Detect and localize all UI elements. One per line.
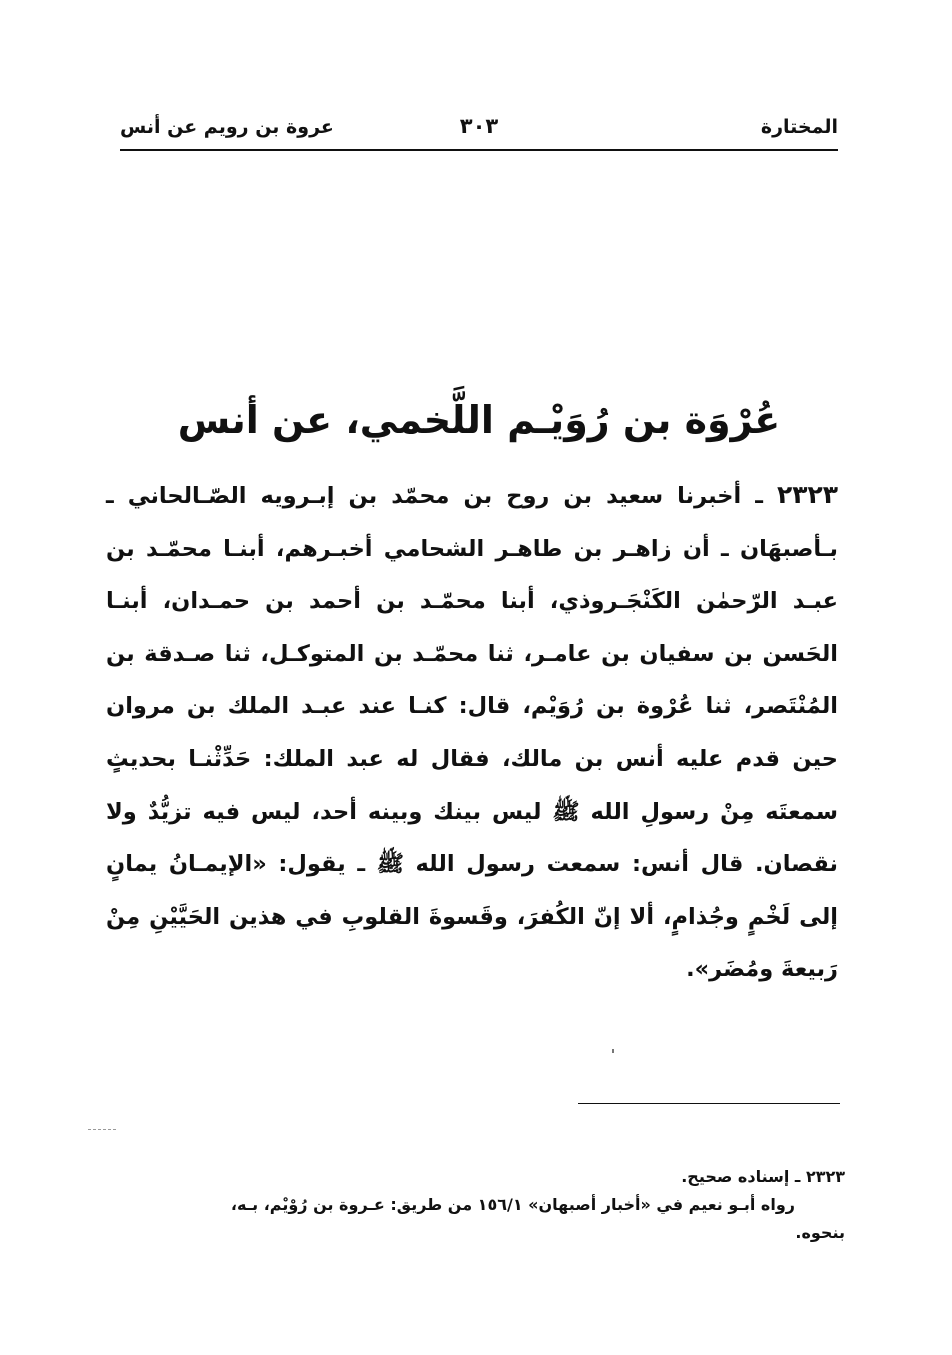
running-header [120, 112, 838, 146]
scan-artifact [88, 1129, 116, 1130]
footnote-ref-number: ٢٣٢٣ [805, 1167, 845, 1186]
footnote-rule [578, 1103, 840, 1104]
book-title: المختارة [760, 116, 838, 138]
footnote-continuation: بنحوه. [795, 1223, 845, 1242]
page-number: ٣٠٣ [459, 114, 499, 138]
footnote-line [110, 1163, 845, 1191]
chapter-title: عروة بن رويم عن أنس [120, 116, 334, 138]
hadith-paragraph [106, 469, 838, 996]
footnote-source: رواه أبـو نعيم في «أخبار أصبهان» ١٥٦/١ من طريق: عـروة بن رُوْيْم، بـه، [230, 1195, 795, 1214]
hadith-number: ٢٣٢٣ [776, 480, 839, 509]
footnote-grading: ـ إسناده صحيح. [681, 1167, 801, 1186]
section-title: عُرْوَة بن رُوَيْـم اللَّخمي، عن أنس [177, 398, 781, 442]
footnotes [110, 1163, 845, 1247]
hadith-text: ـ أخبرنا سعيد بن روح بن محمّد بن إبـرويه الصّـالحاني ـ بـأصبهَان ـ أن زاهـر بن طاهـر الشحامي أخبـرهم، أبنـا محمّـد بن عبـد الرّحمٰن الكَنْجَـروذي، أبنا محمّـد بن أحمد بن حمـدان، أبنـا الحَسن بن سفيان بن عامـر، ثنا محمّـد بن المتوكـل، ثنا صـدقة بن المُنْتَصر، ثنا عُرْوة بن رُوَيْم، قال: كنـا عند عبـد الملك بن مروان حين قدم عليه أنس بن مالك، فقال له عبد الملك: حَدِّثْنـا بحديثٍ سمعتَه مِنْ رسولِ الله ﷺ ليس بينك وبينه أحد، ليس فيه تزيُّدٌ ولا نقصان. قال أنس: سمعت رسول الله ﷺ ـ يقول: «الإيمـانُ يمانٍ إلى لَخْمٍ وجُذامٍ، ألا إنّ الكُفرَ، وقَسوةَ القلوبِ في هذين الحَيَّيْنِ مِنْ رَبيعةَ ومُضَر». [106, 483, 838, 983]
header-rule [120, 149, 838, 151]
scan-speck [612, 1049, 614, 1053]
